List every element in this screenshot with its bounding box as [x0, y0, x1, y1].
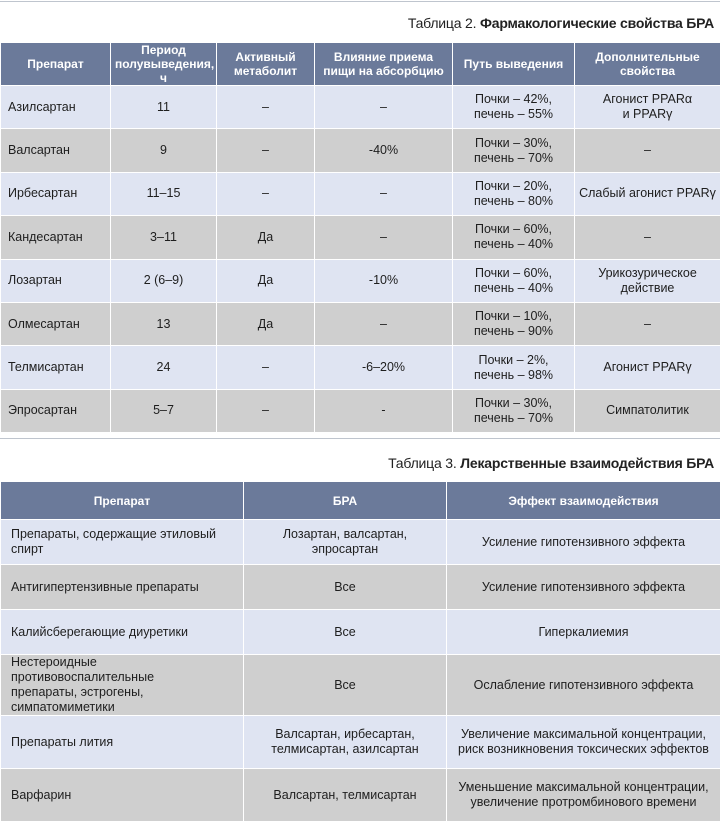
table2-half-life-cell [111, 129, 217, 172]
table3-bra-cell-line: Все [334, 677, 356, 692]
table2-half-life-cell-line: 11–15 [146, 186, 181, 201]
table2-half-life-cell [111, 302, 217, 345]
table3-effect-cell-line: риск возникновения токсических эффектов [458, 742, 709, 756]
table2-excretion-cell-line: Почки – 30%, [474, 135, 552, 150]
table3-drug-cell [1, 769, 244, 822]
table2-drug-cell [1, 389, 111, 432]
table2-extra-cell [575, 259, 720, 302]
table3-drug-cell-line: Антигипертензивные препараты [11, 579, 199, 594]
table3-effect-cell [447, 716, 720, 769]
table2-half-life-cell-line: 3–11 [150, 229, 177, 244]
table3-col-effect: Эффект взаимодействия [447, 482, 720, 520]
table3-effect-cell-line: Ослабление гипотензивного эффекта [473, 677, 694, 692]
table2-metabolite-cell [217, 346, 315, 389]
table2-pharmacology [0, 42, 720, 433]
table3-bra-cell-line: Все [334, 579, 356, 594]
table2-row [1, 172, 720, 215]
table2-metabolite-cell-line: – [262, 186, 269, 201]
table2-half-life-cell [111, 172, 217, 215]
table3-row [1, 520, 720, 565]
table2-metabolite-cell [217, 129, 315, 172]
table2-drug-cell-line: Эпросартан [8, 403, 77, 418]
table3-row [1, 565, 720, 610]
table2-col-metabolite: Активный метаболит [217, 43, 315, 86]
table2-row [1, 389, 720, 432]
table3-effect-cell [447, 610, 720, 655]
table2-drug-cell-line: Ирбесартан [8, 186, 78, 201]
table2-caption [408, 15, 714, 31]
table3-bra-cell [244, 610, 447, 655]
table3-bra-cell [244, 716, 447, 769]
table2-drug-cell-line: Азилсартан [8, 99, 76, 114]
table2-row [1, 346, 720, 389]
table2-excretion-cell-line: Почки – 60%, [474, 222, 552, 237]
table2-food-cell-line: – [380, 229, 387, 244]
table2-half-life-cell [111, 86, 217, 129]
table3-bra-cell-line: Лозартан, валсартан, эпросартан [282, 527, 408, 556]
table2-food-cell [315, 129, 453, 172]
table2-metabolite-cell-line: – [262, 143, 269, 158]
table2-excretion-cell-line: Почки – 20%, [474, 178, 552, 193]
table3-drug-cell-line: Препараты лития [11, 734, 114, 749]
table2-col-half-life: Период полувыведения, ч [111, 43, 217, 86]
table3-effect-cell [447, 655, 720, 716]
table3-effect-cell-line: Гиперкалиемия [538, 624, 629, 639]
table2-extra-cell-line: – [644, 316, 651, 331]
table2-extra-cell-line: Агонист PPARα [602, 92, 693, 107]
table2-extra-cell [575, 389, 720, 432]
table2-food-cell [315, 346, 453, 389]
table2-metabolite-cell-line: – [262, 360, 269, 375]
table2-food-cell-line: -40% [368, 143, 399, 158]
table2-col-drug: Препарат [1, 43, 111, 86]
table3-bra-cell-line: Валсартан, телмисартан [273, 787, 417, 802]
table3-drug-cell [1, 716, 244, 769]
table3-effect-cell [447, 565, 720, 610]
table2-excretion-cell [453, 86, 575, 129]
table2-food-cell [315, 172, 453, 215]
table2-half-life-cell-line: 13 [156, 316, 171, 331]
table2-metabolite-cell-line: – [262, 403, 269, 418]
table2-metabolite-cell [217, 86, 315, 129]
table2-excretion-cell-line: печень – 40% [473, 237, 554, 252]
table3-drug-cell [1, 610, 244, 655]
table2-extra-cell-line: – [644, 229, 651, 244]
table2-extra-cell-line: Агонист PPARγ [603, 360, 692, 375]
table3-drug-cell-line: Препараты, содержащие этиловый спирт [11, 527, 216, 556]
table2-drug-cell-line: Олмесартан [8, 316, 80, 331]
table2-caption-title: Фармакологические свойства БРА [480, 15, 714, 31]
table3-caption-prefix: Таблица 3. [388, 455, 457, 471]
table3-effect-cell-line: Усиление гипотензивного эффекта [481, 579, 686, 594]
table3-row [1, 769, 720, 822]
table2-row [1, 86, 720, 129]
table3-caption-title: Лекарственные взаимодействия БРА [460, 455, 714, 471]
table2-extra-cell [575, 86, 720, 129]
table3-bra-cell-line: Валсартан, ирбесартан, [275, 727, 415, 741]
table2-half-life-cell-line: 11 [157, 99, 170, 114]
table2-drug-cell-line: Телмисартан [8, 360, 84, 375]
table2-food-cell [315, 302, 453, 345]
table2-excretion-cell [453, 302, 575, 345]
table3-drug-cell [1, 565, 244, 610]
table3-bra-cell [244, 565, 447, 610]
table2-excretion-cell [453, 129, 575, 172]
table2-drug-cell-line: Валсартан [8, 143, 70, 158]
table3-interactions [0, 481, 720, 822]
table2-extra-cell [575, 346, 720, 389]
table3-caption [388, 455, 714, 471]
table3-effect-cell [447, 520, 720, 565]
table2-half-life-cell-line: 24 [156, 360, 171, 375]
table3-row [1, 655, 720, 716]
table2-excretion-cell-line: Почки – 10%, [474, 309, 552, 324]
table2-food-cell-line: - [381, 403, 386, 418]
table2-metabolite-cell-line: – [262, 99, 269, 114]
table2-row [1, 259, 720, 302]
table2-row [1, 216, 720, 259]
table3-row [1, 610, 720, 655]
table2-col-excretion: Путь выведения [453, 43, 575, 86]
table2-extra-cell-line: – [644, 143, 651, 158]
table2-col-food: Влияние приема пищи на абсорбцию [315, 43, 453, 86]
table3-bra-cell-line: телмисартан, азилсартан [271, 742, 419, 756]
table2-metabolite-cell-line: Да [257, 229, 274, 244]
table3-drug-cell [1, 520, 244, 565]
table2-drug-cell-line: Кандесартан [8, 229, 83, 244]
table2-row [1, 302, 720, 345]
table2-food-cell-line: -10% [368, 273, 399, 288]
table3-effect-cell-line: увеличение протромбинового времени [470, 795, 697, 809]
table2-half-life-cell [111, 346, 217, 389]
table2-excretion-cell [453, 259, 575, 302]
table2-half-life-cell [111, 389, 217, 432]
table2-food-cell-line: – [380, 316, 387, 331]
table2-extra-cell-line: действие [620, 280, 675, 295]
table2-drug-cell-line: Лозартан [8, 273, 62, 288]
table2-food-cell [315, 389, 453, 432]
table2-caption-prefix: Таблица 2. [407, 15, 477, 31]
table2-extra-cell-line: и PPARγ [622, 107, 673, 122]
table2-excretion-cell-line: Почки – 30%, [474, 395, 552, 410]
table2-excretion-cell-line: печень – 70% [473, 150, 554, 165]
table2-excretion-cell-line: печень – 70% [473, 410, 554, 425]
table2-half-life-cell-line: 5–7 [153, 403, 174, 418]
table2-half-life-cell-line: 2 (6–9) [143, 273, 184, 288]
table2-half-life-cell-line: 9 [160, 143, 167, 158]
table3-col-drug: Препарат [1, 482, 244, 520]
table3-drug-cell [1, 655, 244, 716]
table2-excretion-cell [453, 172, 575, 215]
table2-food-cell-line: – [380, 186, 387, 201]
table2-row [1, 129, 720, 172]
table2-extra-cell-line: Урикозурическое [598, 265, 697, 280]
table2-half-life-cell [111, 259, 217, 302]
table2-excretion-cell-line: печень – 80% [473, 193, 554, 208]
table3-bra-cell [244, 520, 447, 565]
table2-drug-cell [1, 346, 111, 389]
table2-extra-cell [575, 172, 720, 215]
table2-extra-cell-line: Слабый агонист PPARγ [579, 186, 716, 201]
table2-excretion-cell-line: печень – 90% [473, 324, 554, 339]
table3-row [1, 716, 720, 769]
table2-drug-cell [1, 259, 111, 302]
table2-metabolite-cell [217, 216, 315, 259]
top-rule [0, 1, 720, 2]
table2-excretion-cell-line: печень – 98% [473, 367, 554, 382]
table2-header-row [1, 43, 720, 86]
table2-metabolite-cell [217, 389, 315, 432]
table2-extra-cell [575, 129, 720, 172]
table2-food-cell [315, 259, 453, 302]
table2-food-cell [315, 86, 453, 129]
table2-col-extra: Дополнительные свойства [575, 43, 720, 86]
table2-excretion-cell [453, 346, 575, 389]
table2-metabolite-cell [217, 172, 315, 215]
table2-food-cell-line: -6–20% [361, 360, 406, 375]
table2-excretion-cell-line: Почки – 2%, [478, 352, 549, 367]
table2-extra-cell [575, 302, 720, 345]
table2-excretion-cell-line: печень – 40% [473, 280, 554, 295]
table3-effect-cell-line: Увеличение максимальной концентрации, [461, 727, 706, 741]
table3-bra-cell [244, 769, 447, 822]
table2-excretion-cell-line: Почки – 60%, [474, 265, 552, 280]
table3-drug-cell-line: Варфарин [11, 787, 72, 802]
table2-drug-cell [1, 172, 111, 215]
table2-excretion-cell [453, 389, 575, 432]
table3-bra-cell [244, 655, 447, 716]
table2-drug-cell [1, 86, 111, 129]
table3-effect-cell-line: Усиление гипотензивного эффекта [481, 534, 686, 549]
table3-effect-cell [447, 769, 720, 822]
middle-rule [0, 438, 720, 439]
table3-drug-cell-line: Калийсберегающие диуретики [11, 624, 188, 639]
table2-drug-cell [1, 302, 111, 345]
table2-metabolite-cell-line: Да [257, 273, 274, 288]
table3-drug-cell-line: Нестероидные противовоспалительные [11, 655, 155, 684]
table2-extra-cell [575, 216, 720, 259]
table3-col-bra: БРА [244, 482, 447, 520]
table2-metabolite-cell [217, 302, 315, 345]
table3-header-row [1, 482, 720, 520]
table3-drug-cell-line: препараты, эстрогены, симпатомиметики [11, 685, 144, 714]
table2-excretion-cell-line: Почки – 42%, [474, 92, 552, 107]
table2-extra-cell-line: Симпатолитик [606, 403, 689, 418]
table2-drug-cell [1, 216, 111, 259]
table3-bra-cell-line: Все [334, 624, 356, 639]
table2-food-cell [315, 216, 453, 259]
table2-half-life-cell [111, 216, 217, 259]
table3-effect-cell-line: Уменьшение максимальной концентрации, [458, 780, 709, 794]
table2-excretion-cell [453, 216, 575, 259]
table2-excretion-cell-line: печень – 55% [473, 107, 554, 122]
table2-metabolite-cell-line: Да [257, 316, 274, 331]
table2-drug-cell [1, 129, 111, 172]
table2-food-cell-line: – [380, 99, 387, 114]
table2-metabolite-cell [217, 259, 315, 302]
